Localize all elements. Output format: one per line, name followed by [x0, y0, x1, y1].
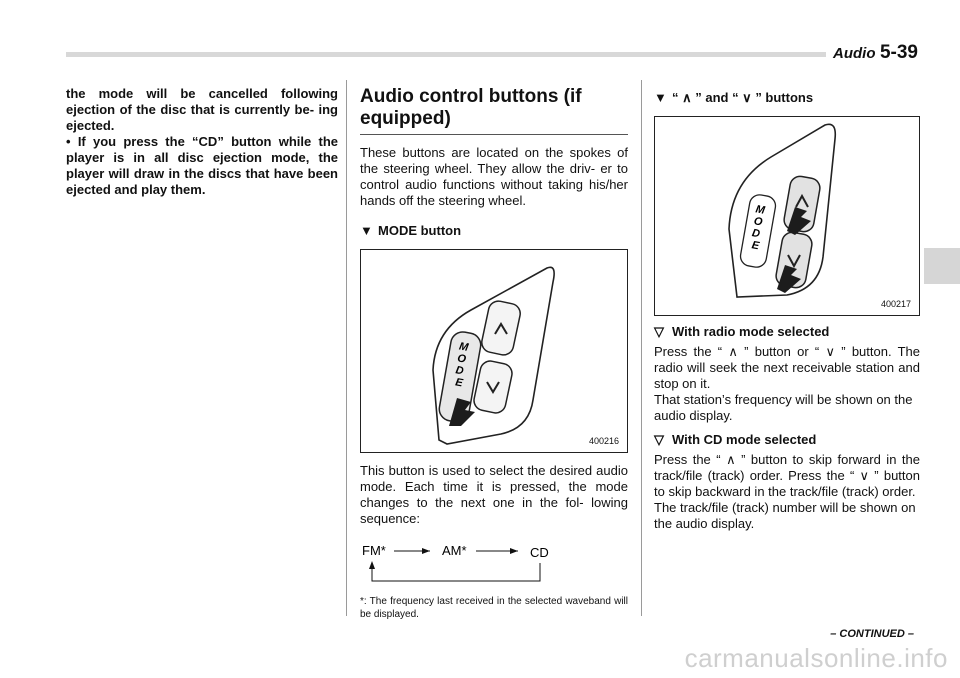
- mode-button-figure: [360, 249, 628, 453]
- continued-paragraph: the mode will be cancelled following ejection of the disc that is currently be- ing ejected.: [66, 86, 338, 133]
- mode-description: This button is used to select the desired audio mode. Each time it is pressed, the mode changes to the next one in the fol- lowing sequence:: [360, 463, 628, 526]
- cd-mode-heading: [654, 432, 920, 448]
- heading-text: “ ∧ ” and “ ∨ ” buttons: [672, 90, 814, 105]
- chapter-tab: [924, 248, 960, 284]
- figure-code: 400216: [588, 436, 619, 446]
- heading-text: MODE button: [378, 223, 462, 238]
- bullet-paragraph: [66, 134, 338, 198]
- watermark: carmanualsonline.info: [684, 643, 948, 673]
- heading-marker: ▼: [360, 223, 373, 238]
- mode-label: M O D E: [454, 340, 470, 390]
- heading-marker: ▽: [654, 432, 664, 447]
- chevron-buttons-heading: [654, 90, 920, 106]
- column-1: [66, 86, 338, 198]
- column-2: [360, 86, 628, 621]
- title-rule: [360, 134, 628, 135]
- heading-text: With CD mode selected: [672, 432, 817, 447]
- bullet-text: If you press the “CD” button while the player is in all disc ejection mode, the player will draw in the discs that have been ejected and play them.: [66, 134, 338, 197]
- sequence-item: AM*: [442, 543, 467, 558]
- column-3: [654, 86, 920, 532]
- bullet: •: [66, 134, 71, 149]
- radio-mode-text: Press the “ ∧ ” button or “ ∨ ” button. The radio will seek the next receivable station and stop on it.: [654, 344, 920, 391]
- chevron-buttons-figure: [654, 116, 920, 316]
- intro-paragraph: These buttons are located on the spokes of the steering wheel. They allow the driv- er to control audio functions without taking his/her hands off the steering wheel.: [360, 145, 628, 208]
- mode-label: M O D E: [750, 203, 766, 253]
- mode-button-heading: [360, 223, 628, 239]
- column-divider: [346, 80, 347, 616]
- heading-marker: ▽: [654, 324, 664, 339]
- radio-mode-text-2: That station’s frequency will be shown on the audio display.: [654, 392, 913, 423]
- column-divider: [641, 80, 642, 616]
- page-number: 5-39: [879, 42, 918, 63]
- heading-marker: ▼: [654, 90, 667, 105]
- section-title: Audio control buttons (if equipped): [360, 86, 582, 129]
- cd-mode-text-2: The track/file (track) number will be shown on the audio display.: [654, 500, 916, 531]
- continued-marker: – CONTINUED –: [830, 628, 914, 640]
- sequence-item: FM*: [362, 543, 386, 558]
- cd-mode-text: Press the “ ∧ ” button to skip forward in the track/file (track) order. Press the “ ∨ ” button to skip backward in the track/file (track) order.: [654, 452, 920, 499]
- footnote: *: The frequency last received in the selected waveband will be displayed.: [360, 596, 628, 620]
- radio-mode-heading: [654, 324, 920, 340]
- page-header: [833, 42, 918, 64]
- mode-sequence-diagram: [360, 541, 628, 587]
- sequence-item: CD: [530, 545, 549, 560]
- steering-switch-illustration: [361, 250, 627, 452]
- steering-switch-illustration: [655, 117, 919, 315]
- section-name: Audio: [833, 45, 876, 62]
- heading-text: With radio mode selected: [672, 324, 830, 339]
- header-rule: [66, 52, 826, 57]
- figure-code: 400217: [880, 299, 911, 309]
